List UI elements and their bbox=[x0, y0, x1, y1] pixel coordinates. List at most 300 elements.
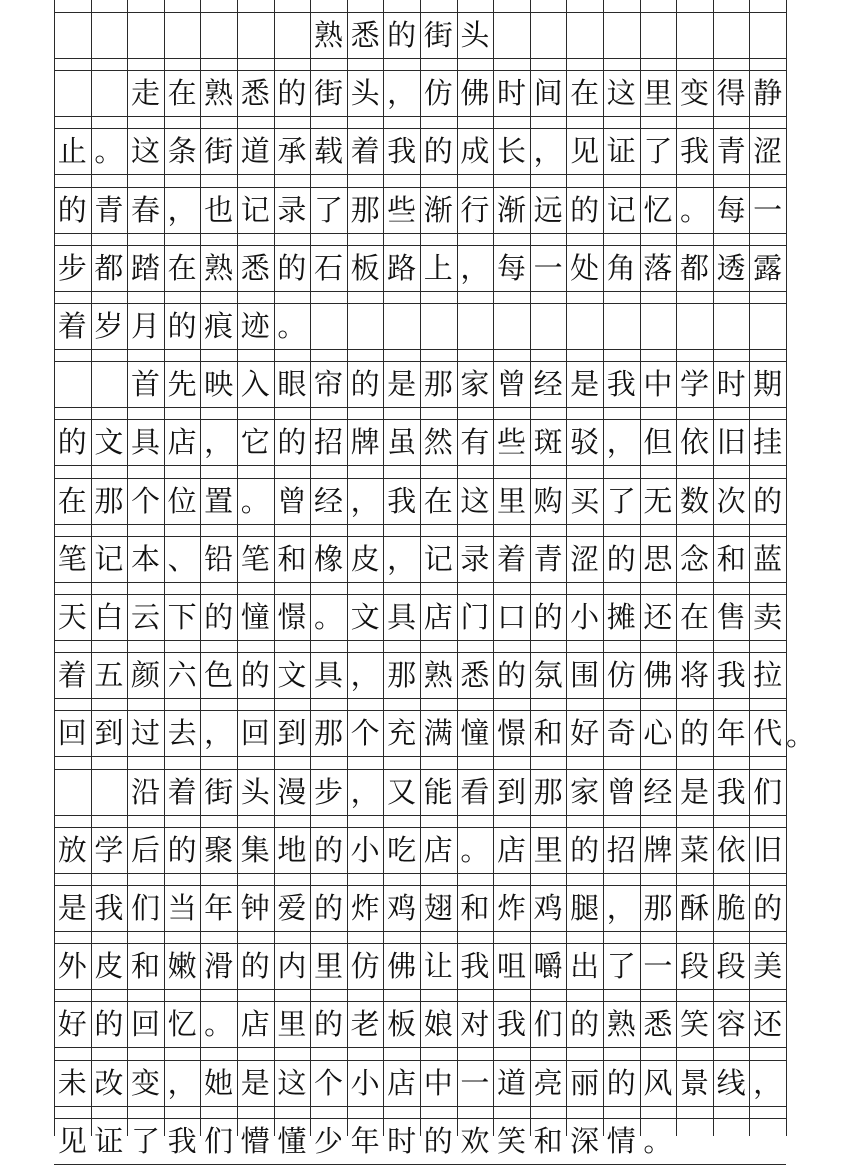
essay-char: 青 bbox=[94, 192, 124, 227]
essay-char: 售 bbox=[716, 599, 746, 634]
essay-char: 的 bbox=[570, 832, 600, 867]
essay-char: 氛 bbox=[533, 657, 563, 692]
essay-char: 和 bbox=[460, 890, 490, 925]
essay-line bbox=[54, 478, 786, 524]
essay-char: 行 bbox=[460, 192, 490, 227]
essay-char: 这 bbox=[606, 75, 636, 110]
essay-char: 位 bbox=[167, 483, 197, 518]
essay-char: 牌 bbox=[350, 424, 380, 459]
essay-char: 在 bbox=[679, 599, 709, 634]
title-char: 的 bbox=[387, 17, 417, 52]
essay-char: 小 bbox=[570, 599, 600, 634]
essay-char: 静 bbox=[753, 75, 783, 110]
essay-char: 载 bbox=[313, 133, 343, 168]
essay-char: 到 bbox=[277, 715, 307, 750]
essay-char: 心 bbox=[643, 715, 673, 750]
essay-char: 记 bbox=[423, 541, 453, 576]
essay-char: 迹 bbox=[240, 308, 270, 343]
essay-char: 仿 bbox=[606, 657, 636, 692]
essay-char: 里 bbox=[496, 483, 526, 518]
essay-char: 入 bbox=[240, 366, 270, 401]
essay-char: 嫩 bbox=[167, 948, 197, 983]
essay-char: 的 bbox=[570, 192, 600, 227]
essay-char: 变 bbox=[679, 75, 709, 110]
essay-char: 数 bbox=[679, 483, 709, 518]
essay-char: 帘 bbox=[313, 366, 343, 401]
essay-char: 还 bbox=[643, 599, 673, 634]
essay-char: 青 bbox=[533, 541, 563, 576]
essay-char: 好 bbox=[57, 1006, 87, 1041]
essay-char: 都 bbox=[679, 250, 709, 285]
essay-char: 条 bbox=[167, 133, 197, 168]
essay-char: 菜 bbox=[679, 832, 709, 867]
essay-char: 文 bbox=[277, 657, 307, 692]
essay-char: 酥 bbox=[679, 890, 709, 925]
essay-char: 着 bbox=[350, 133, 380, 168]
grid-horizontal-line bbox=[54, 116, 786, 117]
essay-char: 着 bbox=[167, 774, 197, 809]
essay-char: 了 bbox=[313, 192, 343, 227]
essay-char: 风 bbox=[643, 1065, 673, 1100]
essay-char: 熟 bbox=[606, 1006, 636, 1041]
essay-char: 熟 bbox=[204, 75, 234, 110]
essay-char: 的 bbox=[679, 715, 709, 750]
essay-char: 回 bbox=[240, 715, 270, 750]
essay-char: 它 bbox=[240, 424, 270, 459]
essay-char: 曾 bbox=[606, 774, 636, 809]
essay-char: 过 bbox=[130, 715, 160, 750]
essay-char: 在 bbox=[167, 250, 197, 285]
essay-char: 虽 bbox=[387, 424, 417, 459]
essay-char: 斑 bbox=[533, 424, 563, 459]
essay-char: 那 bbox=[387, 657, 417, 692]
essay-title-row bbox=[54, 12, 786, 58]
essay-char: 年 bbox=[716, 715, 746, 750]
essay-char: 经 bbox=[313, 483, 343, 518]
essay-char: 的 bbox=[606, 1065, 636, 1100]
essay-char: 驳 bbox=[570, 424, 600, 459]
grid-horizontal-line bbox=[54, 1106, 786, 1107]
essay-char: 走 bbox=[130, 75, 160, 110]
essay-char: 些 bbox=[387, 192, 417, 227]
essay-char: 道 bbox=[240, 133, 270, 168]
essay-char: 中 bbox=[643, 366, 673, 401]
essay-char: 落 bbox=[643, 250, 673, 285]
grid-horizontal-line bbox=[54, 873, 786, 874]
essay-char: 和 bbox=[130, 948, 160, 983]
essay-char: 痕 bbox=[204, 308, 234, 343]
essay-line bbox=[54, 128, 786, 174]
essay-char: 到 bbox=[94, 715, 124, 750]
essay-char: 见 bbox=[57, 1123, 87, 1158]
essay-char: 的 bbox=[240, 657, 270, 692]
essay-char: 的 bbox=[753, 890, 783, 925]
essay-char: 眼 bbox=[277, 366, 307, 401]
essay-char: 然 bbox=[423, 424, 453, 459]
essay-char: 笔 bbox=[240, 541, 270, 576]
essay-char: 证 bbox=[94, 1123, 124, 1158]
essay-char: 涩 bbox=[570, 541, 600, 576]
essay-char: 色 bbox=[204, 657, 234, 692]
essay-char: 学 bbox=[679, 366, 709, 401]
essay-char: 的 bbox=[277, 250, 307, 285]
essay-char: 的 bbox=[57, 424, 87, 459]
essay-char: 容 bbox=[716, 1006, 746, 1041]
essay-char: 证 bbox=[606, 133, 636, 168]
essay-line bbox=[54, 419, 786, 465]
grid-horizontal-line bbox=[54, 349, 786, 350]
essay-char: 买 bbox=[570, 483, 600, 518]
essay-char: 美 bbox=[753, 948, 783, 983]
essay-char: 处 bbox=[570, 250, 600, 285]
essay-char: 中 bbox=[423, 1065, 453, 1100]
essay-char: 对 bbox=[460, 1006, 490, 1041]
essay-char: 丽 bbox=[570, 1065, 600, 1100]
essay-char: 先 bbox=[167, 366, 197, 401]
essay-char: 记 bbox=[606, 192, 636, 227]
essay-char: 白 bbox=[94, 599, 124, 634]
essay-char: 鸡 bbox=[387, 890, 417, 925]
title-char: 街 bbox=[423, 17, 453, 52]
essay-char: 是 bbox=[240, 1065, 270, 1100]
essay-char: 着 bbox=[57, 657, 87, 692]
essay-char: 憬 bbox=[496, 715, 526, 750]
essay-char: 购 bbox=[533, 483, 563, 518]
essay-char: 一 bbox=[533, 250, 563, 285]
essay-char: 看 bbox=[460, 774, 490, 809]
title-char: 头 bbox=[460, 17, 490, 52]
essay-char: 旧 bbox=[716, 424, 746, 459]
essay-char: 的 bbox=[496, 657, 526, 692]
essay-char: 透 bbox=[716, 250, 746, 285]
grid-horizontal-line bbox=[54, 291, 786, 292]
essay-char: 憬 bbox=[277, 599, 307, 634]
essay-char: 上 bbox=[423, 250, 453, 285]
essay-char: ， bbox=[204, 715, 234, 750]
essay-char: 、 bbox=[167, 541, 197, 576]
essay-char: 的 bbox=[240, 948, 270, 983]
essay-char: 门 bbox=[460, 599, 490, 634]
essay-char: 忆 bbox=[167, 1006, 197, 1041]
essay-char: 佛 bbox=[643, 657, 673, 692]
essay-char: 腿 bbox=[570, 890, 600, 925]
essay-char: 未 bbox=[57, 1065, 87, 1100]
grid-horizontal-line bbox=[54, 233, 786, 234]
essay-char: 踏 bbox=[130, 250, 160, 285]
essay-char: 得 bbox=[716, 75, 746, 110]
essay-char: 翅 bbox=[423, 890, 453, 925]
grid-horizontal-line bbox=[54, 58, 786, 59]
essay-char: 我 bbox=[606, 366, 636, 401]
essay-char: 那 bbox=[643, 890, 673, 925]
title-char: 熟 bbox=[313, 17, 343, 52]
essay-char: 牌 bbox=[643, 832, 673, 867]
essay-char: 我 bbox=[167, 1123, 197, 1158]
essay-char: 店 bbox=[496, 832, 526, 867]
essay-char: 铅 bbox=[204, 541, 234, 576]
essay-char: ， bbox=[350, 774, 380, 809]
essay-char: 回 bbox=[130, 1006, 160, 1041]
essay-char: 家 bbox=[570, 774, 600, 809]
essay-char: 天 bbox=[57, 599, 87, 634]
essay-line bbox=[54, 769, 786, 815]
essay-char: 。 bbox=[94, 133, 124, 168]
essay-char: 欢 bbox=[460, 1123, 490, 1158]
essay-line bbox=[54, 1060, 786, 1106]
essay-char: 止 bbox=[57, 133, 87, 168]
essay-char: 线 bbox=[716, 1065, 746, 1100]
essay-char: 当 bbox=[167, 890, 197, 925]
essay-char: 家 bbox=[460, 366, 490, 401]
essay-char: ， bbox=[387, 541, 417, 576]
essay-line bbox=[54, 361, 786, 407]
essay-char: 涩 bbox=[753, 133, 783, 168]
essay-char: 了 bbox=[606, 483, 636, 518]
essay-char: 集 bbox=[240, 832, 270, 867]
essay-char: 我 bbox=[716, 774, 746, 809]
essay-char: 忆 bbox=[643, 192, 673, 227]
essay-line bbox=[54, 827, 786, 873]
essay-char: 们 bbox=[204, 1123, 234, 1158]
essay-char: 文 bbox=[94, 424, 124, 459]
essay-char: 和 bbox=[533, 715, 563, 750]
essay-char: 小 bbox=[350, 832, 380, 867]
essay-line bbox=[54, 885, 786, 931]
essay-char: 店 bbox=[167, 424, 197, 459]
essay-char: 蓝 bbox=[753, 541, 783, 576]
grid-horizontal-line bbox=[54, 815, 786, 816]
essay-char: 们 bbox=[533, 1006, 563, 1041]
essay-char: 了 bbox=[606, 948, 636, 983]
essay-char: 些 bbox=[496, 424, 526, 459]
essay-char: 着 bbox=[57, 308, 87, 343]
essay-char: 都 bbox=[94, 250, 124, 285]
essay-line bbox=[54, 710, 816, 756]
essay-line bbox=[54, 303, 786, 349]
essay-char: 娘 bbox=[423, 1006, 453, 1041]
essay-char: 在 bbox=[570, 75, 600, 110]
essay-char: 滑 bbox=[204, 948, 234, 983]
essay-char: 聚 bbox=[204, 832, 234, 867]
essay-char: 念 bbox=[679, 541, 709, 576]
essay-char: 店 bbox=[240, 1006, 270, 1041]
essay-char: 我 bbox=[94, 890, 124, 925]
essay-char: 变 bbox=[130, 1065, 160, 1100]
essay-char: 的 bbox=[753, 483, 783, 518]
essay-char: 那 bbox=[350, 192, 380, 227]
essay-char: 懵 bbox=[240, 1123, 270, 1158]
grid-horizontal-line bbox=[54, 582, 786, 583]
essay-char: 代 bbox=[753, 715, 783, 750]
essay-char: 一 bbox=[643, 948, 673, 983]
essay-line bbox=[54, 652, 786, 698]
essay-char: 渐 bbox=[423, 192, 453, 227]
essay-char: 嚼 bbox=[533, 948, 563, 983]
essay-char: 炸 bbox=[496, 890, 526, 925]
essay-char: 漫 bbox=[277, 774, 307, 809]
essay-char: 。 bbox=[643, 1123, 673, 1158]
essay-char: 头 bbox=[240, 774, 270, 809]
essay-char: 学 bbox=[94, 832, 124, 867]
essay-char: 店 bbox=[387, 1065, 417, 1100]
essay-char: 这 bbox=[130, 133, 160, 168]
essay-char: 拉 bbox=[753, 657, 783, 692]
essay-char: 情 bbox=[606, 1123, 636, 1158]
essay-char: 段 bbox=[716, 948, 746, 983]
essay-char: 皮 bbox=[94, 948, 124, 983]
essay-char: 炸 bbox=[350, 890, 380, 925]
essay-char: ， bbox=[167, 1065, 197, 1100]
essay-char: 我 bbox=[496, 1006, 526, 1041]
essay-char: 。 bbox=[679, 192, 709, 227]
essay-char: 渐 bbox=[496, 192, 526, 227]
essay-char: 佛 bbox=[460, 75, 490, 110]
essay-char: 亮 bbox=[533, 1065, 563, 1100]
essay-char: 录 bbox=[460, 541, 490, 576]
essay-char: 懂 bbox=[277, 1123, 307, 1158]
essay-char: 我 bbox=[387, 133, 417, 168]
essay-char: 步 bbox=[313, 774, 343, 809]
essay-char: 记 bbox=[240, 192, 270, 227]
essay-char: 好 bbox=[570, 715, 600, 750]
essay-char: 在 bbox=[423, 483, 453, 518]
essay-char: 地 bbox=[277, 832, 307, 867]
essay-char: 我 bbox=[716, 657, 746, 692]
essay-char: 那 bbox=[533, 774, 563, 809]
essay-char: 充 bbox=[387, 715, 417, 750]
essay-char: 但 bbox=[643, 424, 673, 459]
essay-char: 是 bbox=[570, 366, 600, 401]
essay-char: 次 bbox=[716, 483, 746, 518]
essay-char: ， bbox=[167, 192, 197, 227]
essay-char: 吃 bbox=[387, 832, 417, 867]
essay-char: 的 bbox=[313, 1006, 343, 1041]
essay-char: 到 bbox=[496, 774, 526, 809]
essay-char: 下 bbox=[167, 599, 197, 634]
essay-char: 我 bbox=[460, 948, 490, 983]
essay-char: 是 bbox=[387, 366, 417, 401]
grid-horizontal-line bbox=[54, 698, 786, 699]
essay-char: 钟 bbox=[240, 890, 270, 925]
essay-char: 笑 bbox=[496, 1123, 526, 1158]
essay-char: 她 bbox=[204, 1065, 234, 1100]
essay-char: 路 bbox=[387, 250, 417, 285]
essay-char: 长 bbox=[496, 133, 526, 168]
essay-char: 的 bbox=[57, 192, 87, 227]
essay-char: 年 bbox=[204, 890, 234, 925]
essay-char: 能 bbox=[423, 774, 453, 809]
essay-char: ， bbox=[387, 75, 417, 110]
essay-char: 招 bbox=[313, 424, 343, 459]
essay-line bbox=[54, 70, 786, 116]
essay-char: 依 bbox=[716, 832, 746, 867]
essay-char: 街 bbox=[313, 75, 343, 110]
essay-char: 承 bbox=[277, 133, 307, 168]
essay-char: 映 bbox=[204, 366, 234, 401]
essay-line bbox=[54, 594, 786, 640]
essay-char: ， bbox=[533, 133, 563, 168]
essay-char: 期 bbox=[753, 366, 783, 401]
grid-vertical-line bbox=[786, 0, 787, 1136]
essay-char: 放 bbox=[57, 832, 87, 867]
essay-char: 着 bbox=[496, 541, 526, 576]
essay-char: 深 bbox=[570, 1123, 600, 1158]
essay-char: 口 bbox=[496, 599, 526, 634]
essay-char: 去 bbox=[167, 715, 197, 750]
grid-horizontal-line bbox=[54, 524, 786, 525]
essay-char: ， bbox=[606, 424, 636, 459]
essay-char: 月 bbox=[130, 308, 160, 343]
essay-char: 记 bbox=[94, 541, 124, 576]
essay-char: 外 bbox=[57, 948, 87, 983]
essay-char: 也 bbox=[204, 192, 234, 227]
essay-char: 悉 bbox=[460, 657, 490, 692]
essay-char: ， bbox=[460, 250, 490, 285]
essay-char: 老 bbox=[350, 1006, 380, 1041]
essay-char: 的 bbox=[313, 890, 343, 925]
essay-char: 的 bbox=[606, 541, 636, 576]
essay-char: 熟 bbox=[423, 657, 453, 692]
grid-horizontal-line bbox=[54, 407, 786, 408]
essay-char: 鸡 bbox=[533, 890, 563, 925]
essay-char: 咀 bbox=[496, 948, 526, 983]
essay-char: 。 bbox=[204, 1006, 234, 1041]
essay-char: ， bbox=[204, 424, 234, 459]
essay-line bbox=[54, 943, 786, 989]
essay-char: 那 bbox=[313, 715, 343, 750]
essay-char: 爱 bbox=[277, 890, 307, 925]
essay-char: 的 bbox=[423, 133, 453, 168]
essay-char: 个 bbox=[350, 715, 380, 750]
essay-char: 每 bbox=[716, 192, 746, 227]
essay-char: 思 bbox=[643, 541, 673, 576]
essay-char: 云 bbox=[130, 599, 160, 634]
essay-char: 里 bbox=[277, 1006, 307, 1041]
essay-char: 文 bbox=[350, 599, 380, 634]
essay-char: 我 bbox=[679, 133, 709, 168]
essay-char: 首 bbox=[130, 366, 160, 401]
essay-char: 街 bbox=[204, 133, 234, 168]
grid-horizontal-line bbox=[54, 989, 786, 990]
essay-char: 那 bbox=[94, 483, 124, 518]
essay-char: 的 bbox=[204, 599, 234, 634]
essay-char: 个 bbox=[130, 483, 160, 518]
essay-char: 们 bbox=[130, 890, 160, 925]
essay-char: 的 bbox=[94, 1006, 124, 1041]
essay-char: 时 bbox=[716, 366, 746, 401]
essay-line bbox=[54, 1118, 786, 1164]
essay-char: 的 bbox=[423, 1123, 453, 1158]
essay-char: 具 bbox=[313, 657, 343, 692]
essay-line bbox=[54, 536, 786, 582]
essay-char: 改 bbox=[94, 1065, 124, 1100]
essay-char: 有 bbox=[460, 424, 490, 459]
essay-char: 头 bbox=[350, 75, 380, 110]
essay-char: 小 bbox=[350, 1065, 380, 1100]
essay-char: 和 bbox=[716, 541, 746, 576]
essay-char: 了 bbox=[643, 133, 673, 168]
essay-char: 店 bbox=[423, 599, 453, 634]
essay-char: 时 bbox=[496, 75, 526, 110]
essay-char: 角 bbox=[606, 250, 636, 285]
essay-char: 石 bbox=[313, 250, 343, 285]
essay-char: 置 bbox=[204, 483, 234, 518]
essay-char: 板 bbox=[350, 250, 380, 285]
essay-char: 青 bbox=[716, 133, 746, 168]
essay-char: 的 bbox=[313, 832, 343, 867]
essay-char: 的 bbox=[350, 366, 380, 401]
essay-char: 憧 bbox=[240, 599, 270, 634]
